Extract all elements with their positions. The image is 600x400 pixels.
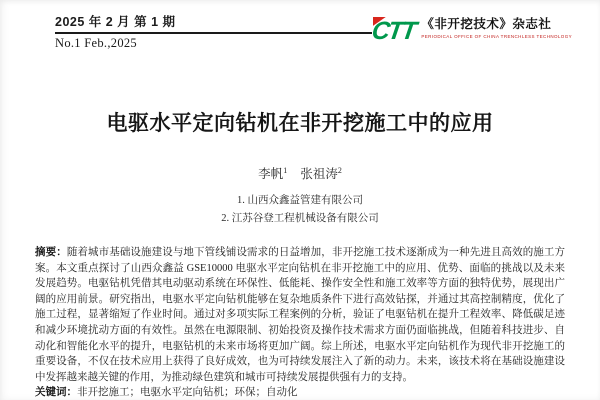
affiliation-2: 2. 江苏谷登工程机械设备有限公司 bbox=[221, 213, 379, 224]
affiliation-1: 1. 山西众鑫益管建有限公司 bbox=[237, 195, 363, 206]
author-1-name: 李帆 bbox=[258, 167, 284, 181]
affiliation-list bbox=[0, 192, 600, 228]
issue-date-cn: 2025 年 2 月 第 1 期 bbox=[55, 12, 372, 34]
author-2-superscript: 2 bbox=[337, 165, 342, 175]
keywords-label: 关键词： bbox=[35, 386, 77, 399]
author-2-name: 张祖涛 bbox=[300, 167, 338, 181]
keywords-text: 非开挖施工；电驱水平定向钻机；环保；自动化 bbox=[77, 387, 298, 399]
page-header bbox=[0, 0, 600, 51]
journal-name-block bbox=[421, 12, 572, 39]
article-title: 电驱水平定向钻机在非开挖施工中的应用 bbox=[106, 111, 494, 135]
issue-info bbox=[55, 12, 372, 51]
logo-text: CTT bbox=[369, 17, 417, 45]
author-2 bbox=[300, 167, 342, 181]
author-1 bbox=[258, 167, 287, 181]
abstract-text: 随着城市基础设施建设与地下管线铺设需求的日益增加，非开挖施工技术逐渐成为一种先进且高效的施工方案。本文重点探讨了山西众鑫益 GSE10000 电驱水平定向钻机在非开挖施工中的应用、优势、面临的挑战以及未来发展趋势。电驱钻机凭借其电动驱动系统在环保性、低能耗、操作安全性和施工效率等方面的独特优势，展现出广阔的应用前景。研究指出，电驱水平定向钻机能够在复杂地质条件下进行高效钻探，并通过其高控制精度，优化了施工过程，显著缩短了作业时间。通过对多项实际工程案例的分析，验证了电驱钻机在提升工程效率、降低碳足迹和减少环境扰动方面的有效性。虽然在电源限制、初始投资及操作技术需求方面仍面临挑战，但随着科技进步、自动化和智能化水平的提升，电驱钻机的未来市场将更加广阔。综上所述，电驱水平定向钻机作为现代非开挖施工的重要设备，不仅在技术应用上获得了良好成效，也为可持续发展注入了新的动力。未来，该技术将在基础设施建设中发挥越来越关键的作用，为推动绿色建筑和城市可持续发展提供强有力的支持。 bbox=[35, 247, 566, 383]
abstract-label: 摘要： bbox=[35, 246, 67, 258]
journal-branding bbox=[369, 12, 572, 45]
author-line bbox=[0, 164, 600, 182]
journal-name: 《非开挖技术》杂志社 bbox=[421, 17, 552, 31]
journal-subtitle-en: PERIODICAL OFFICE OF CHINA TRENCHLESS TECHNOLOGY bbox=[421, 34, 572, 39]
keywords-line bbox=[35, 385, 565, 400]
author-1-superscript: 1 bbox=[283, 165, 288, 175]
issue-date-en: No.1 Feb.,2025 bbox=[55, 36, 137, 50]
abstract-paragraph bbox=[35, 245, 565, 385]
ctt-logo bbox=[369, 14, 417, 45]
